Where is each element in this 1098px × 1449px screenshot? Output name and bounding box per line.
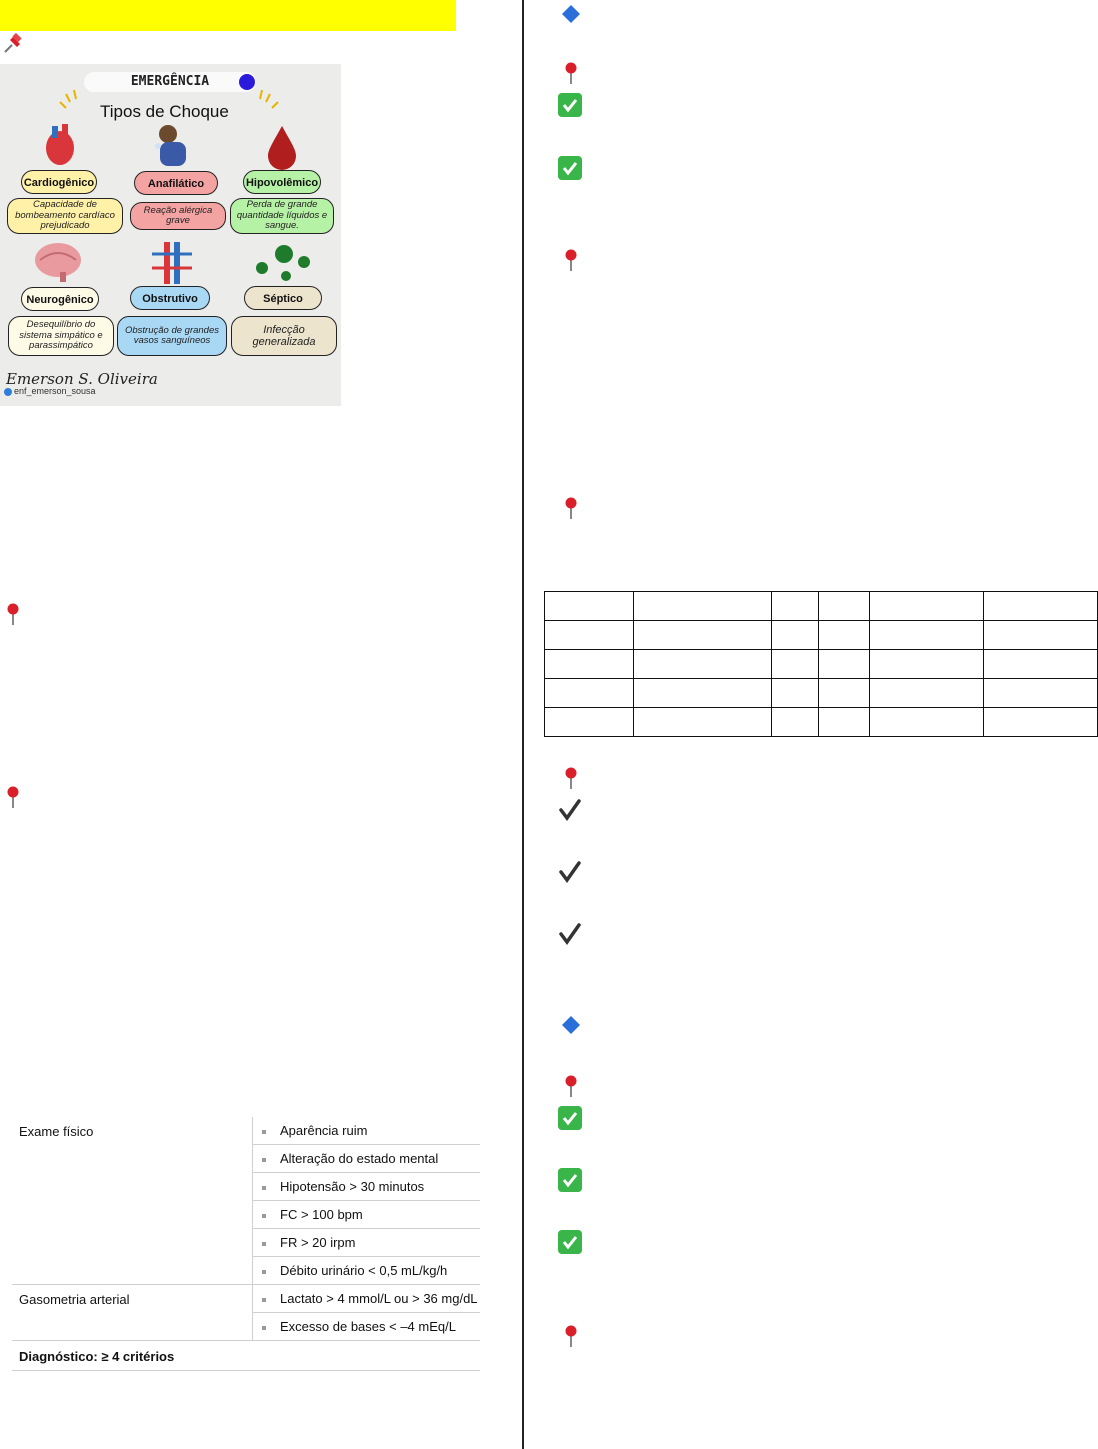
bullet-icon — [262, 1298, 266, 1302]
bullet-icon — [262, 1158, 266, 1162]
table-cell — [870, 679, 984, 708]
criteria-item — [253, 1285, 481, 1313]
table-row — [545, 592, 1098, 621]
table-cell — [545, 592, 634, 621]
blue-diamond-icon — [561, 4, 581, 24]
table-cell — [819, 650, 870, 679]
shock-type-description: Perda de grande quantidade líquidos e sangue. — [230, 198, 334, 234]
diagnostic-criteria-table — [12, 1117, 480, 1371]
criteria-item-text: Excesso de bases < –4 mEq/L — [280, 1319, 456, 1334]
shock-type-label: Obstrutivo — [130, 286, 210, 310]
shock-type-description: Infecção generalizada — [231, 316, 337, 356]
round-pin-icon — [563, 1324, 579, 1348]
check-mark-icon — [558, 922, 582, 946]
round-pin-icon — [5, 785, 21, 809]
shock-type-description: Reação alérgica grave — [130, 202, 226, 230]
shock-type-label: Anafilático — [134, 171, 218, 195]
bullet-icon — [262, 1242, 266, 1246]
criteria-item-text: Alteração do estado mental — [280, 1151, 439, 1166]
table-cell — [633, 650, 771, 679]
diagnosis-summary: Diagnóstico: ≥ 4 critérios — [12, 1341, 480, 1371]
table-cell — [771, 679, 819, 708]
pushpin-icon — [2, 33, 24, 55]
round-pin-icon — [563, 496, 579, 520]
person-icon — [155, 125, 186, 166]
infographic-header: EMERGÊNCIA — [84, 72, 256, 92]
table-row — [545, 650, 1098, 679]
author-handle-text: enf_emerson_sousa — [14, 386, 96, 396]
criteria-item-text: FC > 100 bpm — [280, 1207, 363, 1222]
highlight-bar — [0, 0, 456, 31]
criteria-item-text: Hipotensão > 30 minutos — [280, 1179, 425, 1194]
criteria-category: Gasometria arterial — [12, 1285, 253, 1341]
table-cell — [771, 708, 819, 737]
table-cell — [819, 592, 870, 621]
table-cell — [771, 650, 819, 679]
table-cell — [545, 650, 634, 679]
criteria-item-text: FR > 20 irpm — [280, 1235, 356, 1250]
table-cell — [870, 592, 984, 621]
round-pin-icon — [563, 248, 579, 272]
search-icon — [239, 74, 255, 90]
table-cell — [545, 708, 634, 737]
bullet-icon — [262, 1186, 266, 1190]
green-check-box-icon — [558, 1230, 582, 1254]
bullet-icon — [262, 1326, 266, 1330]
table-cell — [870, 650, 984, 679]
criteria-item — [253, 1229, 481, 1257]
criteria-item-text: Lactato > 4 mmol/L ou > 36 mg/dL — [280, 1291, 478, 1306]
criteria-item — [253, 1145, 481, 1173]
vessels-icon — [152, 242, 192, 284]
table-cell — [819, 679, 870, 708]
round-pin-icon — [563, 61, 579, 85]
green-check-box-icon — [558, 1168, 582, 1192]
shock-type-description: Capacidade de bombeamento cardíaco prejudicado — [7, 198, 123, 234]
germs-icon — [256, 245, 310, 281]
brain-icon — [35, 243, 81, 282]
round-pin-icon — [563, 1074, 579, 1098]
table-cell — [633, 679, 771, 708]
table-cell — [870, 621, 984, 650]
table-cell — [819, 621, 870, 650]
blue-diamond-icon — [561, 1015, 581, 1035]
round-pin-icon — [5, 602, 21, 626]
table-cell — [633, 592, 771, 621]
shock-type-label: Hipovolêmico — [243, 170, 321, 194]
shock-type-description: Obstrução de grandes vasos sanguíneos — [117, 316, 227, 356]
table-cell — [771, 592, 819, 621]
round-pin-icon — [563, 766, 579, 790]
table-row — [545, 708, 1098, 737]
author-handle — [4, 386, 96, 396]
criteria-item-text: Aparência ruim — [280, 1123, 368, 1138]
table-cell — [545, 679, 634, 708]
author-signature: Emerson S. Oliveira — [6, 370, 158, 388]
table-cell — [984, 650, 1098, 679]
bullet-icon — [262, 1270, 266, 1274]
check-mark-icon — [558, 798, 582, 822]
criteria-item — [253, 1117, 481, 1145]
shock-type-label: Séptico — [244, 286, 322, 310]
green-check-box-icon — [558, 93, 582, 117]
table-row — [545, 621, 1098, 650]
shock-types-infographic — [0, 64, 341, 406]
criteria-category: Exame físico — [12, 1117, 253, 1285]
shock-type-label: Cardiogênico — [21, 170, 97, 194]
bullet-icon — [262, 1214, 266, 1218]
verified-icon — [4, 388, 12, 396]
table-cell — [984, 708, 1098, 737]
green-check-box-icon — [558, 1106, 582, 1130]
table-cell — [819, 708, 870, 737]
criteria-item-text: Débito urinário < 0,5 mL/kg/h — [280, 1263, 448, 1278]
shock-type-label: Neurogênico — [21, 287, 99, 311]
criteria-item — [253, 1173, 481, 1201]
criteria-item — [253, 1201, 481, 1229]
check-mark-icon — [558, 860, 582, 884]
table-cell — [984, 592, 1098, 621]
table-cell — [545, 621, 634, 650]
table-cell — [870, 708, 984, 737]
infographic-title: Tipos de Choque — [100, 102, 229, 121]
bullet-icon — [262, 1130, 266, 1134]
table-cell — [771, 621, 819, 650]
criteria-item — [253, 1313, 481, 1341]
green-check-box-icon — [558, 156, 582, 180]
empty-table — [544, 591, 1098, 737]
heart-icon — [46, 124, 74, 165]
criteria-item — [253, 1257, 481, 1285]
table-cell — [633, 708, 771, 737]
shock-type-description: Desequilíbrio do sistema simpático e parassimpático — [8, 316, 114, 356]
column-divider — [522, 0, 524, 1449]
table-row — [545, 679, 1098, 708]
table-cell — [984, 621, 1098, 650]
table-cell — [633, 621, 771, 650]
table-cell — [984, 679, 1098, 708]
